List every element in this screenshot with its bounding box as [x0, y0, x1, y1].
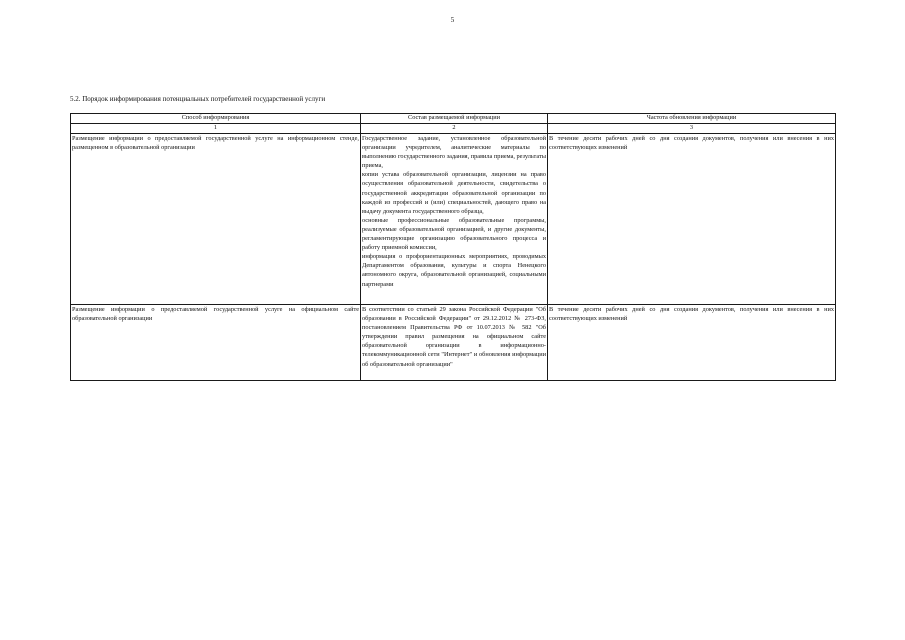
frequency-cell: В течение десяти рабочих дней со дня создания документов, получения или внесения в них соответствующих изменений: [548, 305, 836, 381]
column-header: Частота обновления информации: [548, 114, 836, 124]
column-number: 2: [361, 124, 548, 134]
content-line: копии устава образовательной организации, лицензии на право осуществления образовательной деятельности, свидетельства о государственной аккредитации образовательной организации по каждой из профессий и (или) специальностей, дающего право на выдачу документа государственного образца,: [362, 171, 546, 215]
method-cell: Размещение информации о предоставляемой государственной услуге на информационном стенде, размещенном в образовательной организации: [71, 134, 361, 305]
column-number: 1: [71, 124, 361, 134]
content-cell: [361, 134, 548, 305]
page-number: 5: [450, 16, 455, 24]
content-line: Государственное задание, установленное образовательной организации учредителем, аналитические материалы по выполнению государственного задания, правила приема, результаты приема,: [362, 135, 546, 170]
column-header: Способ информирования: [71, 114, 361, 124]
column-number: 3: [548, 124, 836, 134]
column-number-row: [71, 124, 836, 134]
table-header-row: [71, 114, 836, 124]
table-row: [71, 305, 836, 381]
content-line: основные профессиональные образовательные программы, реализуемые образовательной организацией, и другие документы, регламентирующие организацию образовательного процесса и работу приемной комиссии,: [362, 216, 546, 252]
content-line: информация о профориентационных мероприятиях, проводимых Департаментом образования, культуры и спорта Ненецкого автономного округа, образовательной организацией, социальными партнерами: [362, 253, 546, 288]
content-cell: [361, 305, 548, 381]
frequency-cell: В течение десяти рабочих дней со дня создания документов, получения или внесения в них соответствующих изменений: [548, 134, 836, 305]
table-row: [71, 134, 836, 305]
method-cell: Размещение информации о предоставляемой государственной услуге на официальном сайте образовательной организации: [71, 305, 361, 381]
information-table: [70, 113, 836, 381]
section-title: 5.2. Порядок информирования потенциальных потребителей государственной услуги: [70, 95, 326, 103]
content-line: В соответствии со статьей 29 закона Российской Федерации "Об образовании в Российской Федерации" от 29.12.2012 № 273-ФЗ, постановлением Правительства РФ от 10.07.2013 № 582 "Об утверждении правил размещения на официальном сайте образовательной организации в информационно-телекоммуникационной сети "Интернет" и обновления информации об образовательной организации": [362, 306, 546, 368]
column-header: Состав размещаемой информации: [361, 114, 548, 124]
